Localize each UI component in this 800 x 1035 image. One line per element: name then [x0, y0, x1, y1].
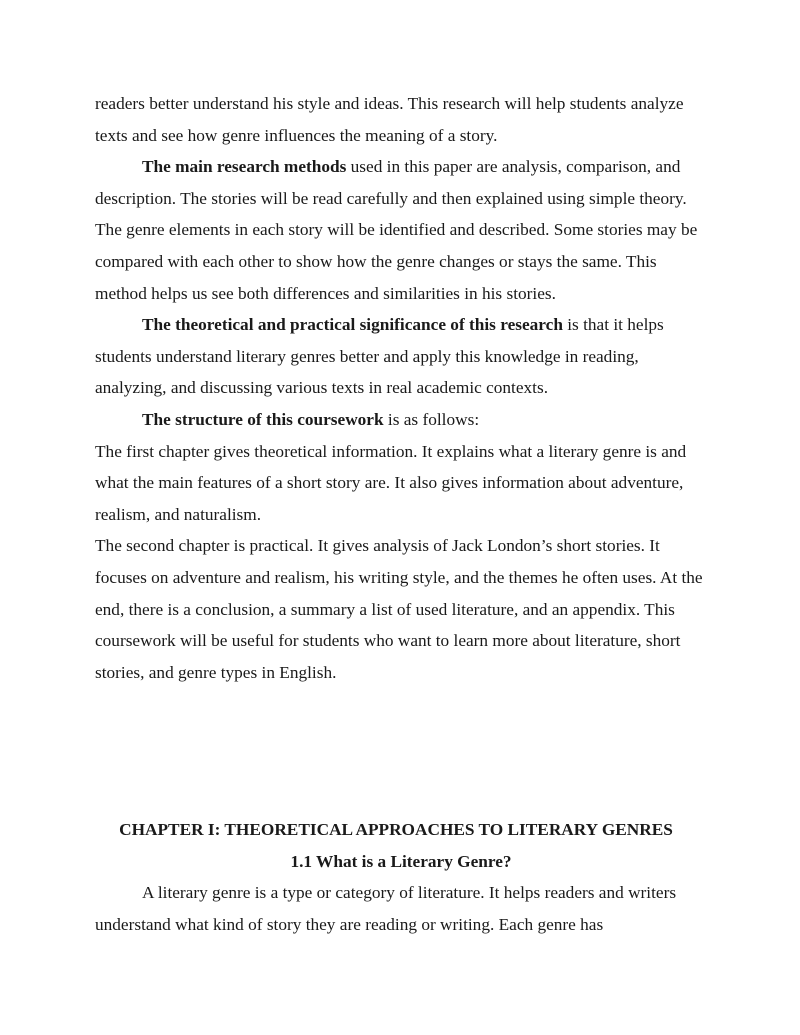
- structure-text: is as follows:: [383, 409, 480, 429]
- chapter-title: CHAPTER I: THEORETICAL APPROACHES TO LITERARY GENRES: [119, 820, 673, 840]
- first-chapter-paragraph: The first chapter gives theoretical information. It explains what a literary genre is and what the main features of a short story are. It also gives information about adventure, realism, and naturalism.: [95, 441, 687, 524]
- research-methods-text: used in this paper are analysis, comparison, and description. The stories will be read carefully and then explained using simple theory. The genre elements in each story will be identified and described. Some stories may be compared with each other to show how the genre changes or stays the same. This method helps us see both differences and similarities in his stories.: [95, 157, 698, 303]
- page-spacer: [95, 688, 707, 814]
- section-title: 1.1 What is a Literary Genre?: [290, 851, 512, 871]
- significance-paragraph: [95, 309, 707, 404]
- intro-paragraph-continuation: readers better understand his style and ideas. This research will help students analyze texts and see how genre influences the meaning of a story.: [95, 94, 684, 145]
- document-page: [95, 88, 707, 941]
- significance-heading: The theoretical and practical significance of this research: [142, 315, 563, 335]
- significance-text: is that it helps students understand literary genres better and apply this knowledge in reading, analyzing, and discussing various texts in real academic contexts.: [95, 315, 664, 398]
- research-methods-heading: The main research methods: [142, 157, 347, 177]
- structure-heading: The structure of this coursework: [142, 409, 384, 429]
- literary-genre-paragraph: A literary genre is a type or category of literature. It helps readers and writers understand what kind of story they are reading or writing. Each genre has: [95, 883, 677, 935]
- research-methods-paragraph: [95, 151, 707, 309]
- second-chapter-paragraph: The second chapter is practical. It gives analysis of Jack London’s short stories. It focuses on adventure and realism, his writing style, and the themes he often uses. At the end, there is a conclusion, a summary a list of used literature, and an appendix. This coursework will be useful for students who want to learn more about literature, short stories, and genre types in English.: [95, 536, 703, 682]
- structure-paragraph: [95, 404, 707, 436]
